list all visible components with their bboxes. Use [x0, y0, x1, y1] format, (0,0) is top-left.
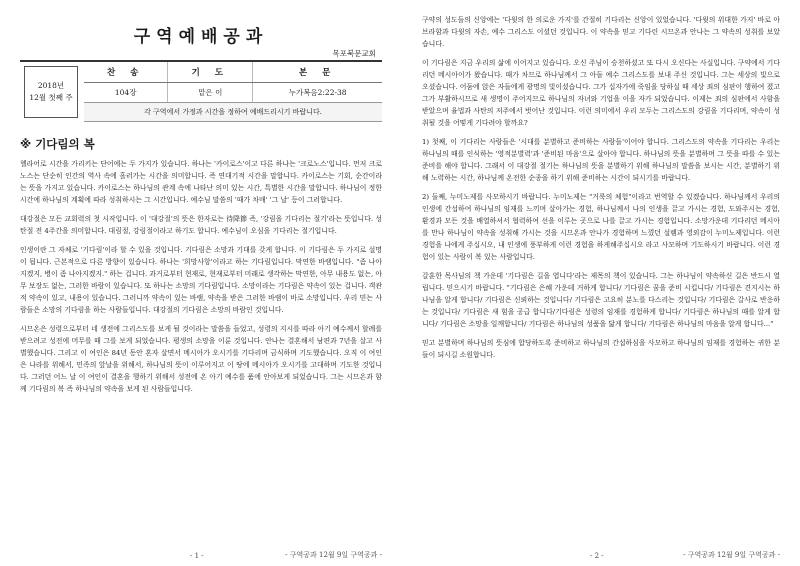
notice: 각 구역에서 가정과 시간을 정하여 예배드리시기 바랍니다.: [84, 103, 382, 122]
reference-mark-icon: ※: [20, 137, 32, 151]
paragraph: 이 기다림은 지금 우리의 삶에 이어지고 있습니다. 오신 주님이 승천하셨고 또 다시 오신다는 사실입니다. 구약에서 기다리던 메시아이가 왔습니다. 때가 차므로 하나님께서 그 아들 예수 그리스도를 보내 주신 것입니다. 그는 세상의 빛으로 오셨습니다. 어둠에 앉은 자들에게 광명의 빛이셨습니다. 그가 십자가에 죽임을 당하실 때 세상 죄의 심판이 행하여 졌고 그가 부활하시므로 새 생명이 주어지므로 하나님의 자녀와 기업을 이을 자가 되었습니다. 이제는 죄의 심판에서 사함을 받았으며 율법과 사탄의 저주에서 벗어난 것입니다. 이런 의미에서 우리 모두는 그리스도의 강림을 기다리며, 약속이 성취될 것을 어떻게 기다려야 할까요?: [422, 59, 780, 127]
footer: - 구역공과 12월 9일 구역공과 -: [683, 551, 780, 559]
church-name: 목포북문교회: [332, 49, 376, 58]
paragraph: 헬라어로 시간을 가리키는 단어에는 두 가지가 있습니다. 하나는 '카이로스'이고 다른 하나는 '크로노스'입니다. 먼저 크로노스는 단순히 인간의 역사 속에 흘러가는 시간을 의미합니다. 즉 연대기적 시간을 말합니다. 카이로스는 기회, 순간이라는 뜻을 가지고 있습니다. 카이로스는 하나님의 관계 속에 나타난 의미 있는 시간, 특별한 시간을 말합니다. 하나님이 정한 시간에 하나님의 계획에 따라 성취하시는 그 시간입니다. 예수님 말씀의 '때가 차매' '그 날' 등이 그러합니다.: [20, 160, 382, 204]
date-box: [24, 66, 78, 118]
page-number: - 2 -: [590, 552, 604, 560]
paragraph: 대강절은 모든 교회력의 첫 시작입니다. 이 '대강절'의 뜻은 한자로는 待降節 즉, '강림을 기다리는 절기'라는 뜻입니다. 성탄절 전 4주간을 의미합니다. 대림절, 강림절이라고 하기도 합니다. 예수님이 오심을 기다리는 절기입니다.: [20, 215, 382, 235]
right-page: [400, 0, 800, 566]
page-number: - 1 -: [190, 552, 204, 560]
paragraph: 2) 둘째, 누미노제를 사모하시기 바랍니다. 누미노제는 "거룩의 체험"이라고 번역할 수 있겠습니다. 하나님께서 우리의 인생에 간섭하여 하나님의 임재를 느끼며 살아가는 경험, 하나님께서 나의 인생을 끌고 가시는 경험, 도와주시는 경험, 환경과 모든 것을 배열하셔서 협력하여 선을 이루는 곳으로 나를 끌고 가시는 경험입니다. 소망가운데 기다리던 메시아를 만나 하나님이 약속을 성취해 가시는 것을 시므온과 안나가 경험하며 느꼈던 설렘과 영외감이 누미노제입니다. 이런 경험을 나에게 주십시오, 내 인생에 풍부하게 이런 경험을 하게해주십시오 라고 사모하며 기도하시기 바랍니다. 이런 경험이 있는 사람이 복 있는 사람입니다.: [422, 193, 780, 261]
paragraph: 시므온은 성령으로부터 네 생전에 그리스도를 보게 될 것이라는 말씀을 들었고, 성령의 지시를 따라 아기 예수께서 할례를 받으려고 성전에 머무를 때 그를 보게 되었습니다. 평생의 소망을 이룬 것입니다. 안나는 결혼해서 남편과 7년을 살고 사별했습니다. 그리고 이 여인은 84년 동안 혼자 살면서 메시아가 오시기를 기다리며 금식하며 기도했습니다. 오직 이 여인은 나라를 위해서, 민족의 앞날을 위해서, 하나님의 뜻이 이루어지고 이 땅에 메시아가 오시기를 고대하며 기도한 것입니다. 그러던 어느 날 이 여인이 결혼을 행하기 위해서 성전에 온 아기 예수를 품에 안아보게 되었습니다. 그는 시므온과 함께 기다림의 복 즉 하나님의 약속을 보게 된 사람들입니다.: [20, 325, 382, 393]
scripture-header: 본 문: [253, 62, 382, 83]
paragraph: 믿고 분별하며 하나님의 뜻심에 합당하도록 준비하고 하나님의 간섭하심을 사모하고 하나님의 임재를 경험하는 귀한 분들이 되시길 소원합니다.: [422, 339, 780, 359]
prayer-header: 기 도: [168, 62, 253, 83]
paragraph: 인생이란 그 자체로 '기다림'이라 할 수 있을 것입니다. 기다림은 소망과 기대를 갖게 합니다. 이 기다림은 두 가지로 설명이 됩니다. 근본적으로 다른 방향이 있습니다. 하나는 '희망사항'이라고 하는 기다림입니다. 막연한 바램입니다. "좀 나아지겠지, 병이 좀 나아지겠지." 하는 겁니다. 과거로부터 현재로, 현재로부터 미래로 생각하는 막연한, 아무 내용도 없는, 아무 보장도 없는, 그러한 바람이 있습니다. 또 하나는 소망의 기다림입니다. 소망이라는 기다림은 약속이 있는 겁니다. 객관적 약속이 있고, 내용이 있습니다. 그러니까 약속이 있는 바램, 약속을 받은 그러한 바램이 바로 소망입니다. 우리 믿는 사람들은 소망의 기다림을 하는 사람들입니다. 대강절의 기다림은 소망의 바람인 것입니다.: [20, 246, 383, 314]
service-table: [84, 62, 382, 122]
paragraph: 갈훈한 목사님의 책 가운데 '기다림은 길을 엽니다'라는 제목의 책이 있습니다. 그는 하나님이 약속하신 길은 반드시 열립니다. 믿으시기 바랍니다. "기다림은 은혜 가운데 거하게 합니다/ 기다림은 꿈을 준비 시킵니다/ 기다림은 견지시는 하나님을 알게 합니다/ 기다림은 신뢰하는 것입니다/ 기다림은 고요히 분노를 다스리는 것입니다/ 기다림은 갈사로 반응하는 것입니다/ 기다림은 새 힘을 공급 합니다/기다림은 성령의 임재를 경험하게 합니다/ 기다림은 하나님의 때를 알게 합니다/ 기다림은 소망을 일깨합니다/ 기다림은 하나님의 성품을 닮게 합니다/ 기다림은 하나님의 마음을 알게 합니다...": [422, 272, 780, 328]
section-title: 기다림의 복: [35, 137, 95, 151]
hymn-header: 찬 송: [84, 62, 168, 83]
hymn-value: 104장: [84, 83, 168, 103]
paragraph: 1) 첫째, 이 기다리는 사람들은 '시대를 분별하고 준비하는 사람들'이어야 합니다. 그리스도의 약속을 기다리는 우리는 하나님의 때를 인식하는 '영적분별력'과 '준비된 마음'으로 살아야 합니다. 하나님의 뜻을 분별하며 그 뜻을 따를 수 있는 준비를 해야 합니다. 그래서 이 대강절 절기는 하나님의 뜻을 분별하기 위해 하나님의 말씀을 보시는 시간, 분별하기 위해 노력하는 시간, 하나님께 온전한 순종을 하기 위해 준비하는 시간이 되시기를 바랍니다.: [422, 138, 780, 182]
service-header: [20, 60, 382, 122]
prayer-value: 맡은 이: [168, 83, 253, 103]
footer: - 구역공과 12월 9일 구역공과 -: [285, 551, 382, 559]
page-title: 구역예배공과: [133, 27, 269, 47]
date-week: 12월 첫째 주: [29, 93, 73, 102]
date-year: 2018년: [37, 81, 65, 90]
section-heading: [20, 136, 382, 152]
scripture-value: 누가복음2:22-38: [253, 83, 382, 103]
paragraph: 구약의 성도들의 신앙에는 '다윗의 한 의로운 가지'를 간절히 기다리는 신앙이 있었습니다. '다윗의 위대한 가지' 바로 아브라함과 다윗의 자손, 예수 그리스도 이셨던 것입니다. 이 약속을 믿고 기다린 시므온과 안나는 그 약속의 성취를 보았습니다.: [422, 16, 780, 48]
